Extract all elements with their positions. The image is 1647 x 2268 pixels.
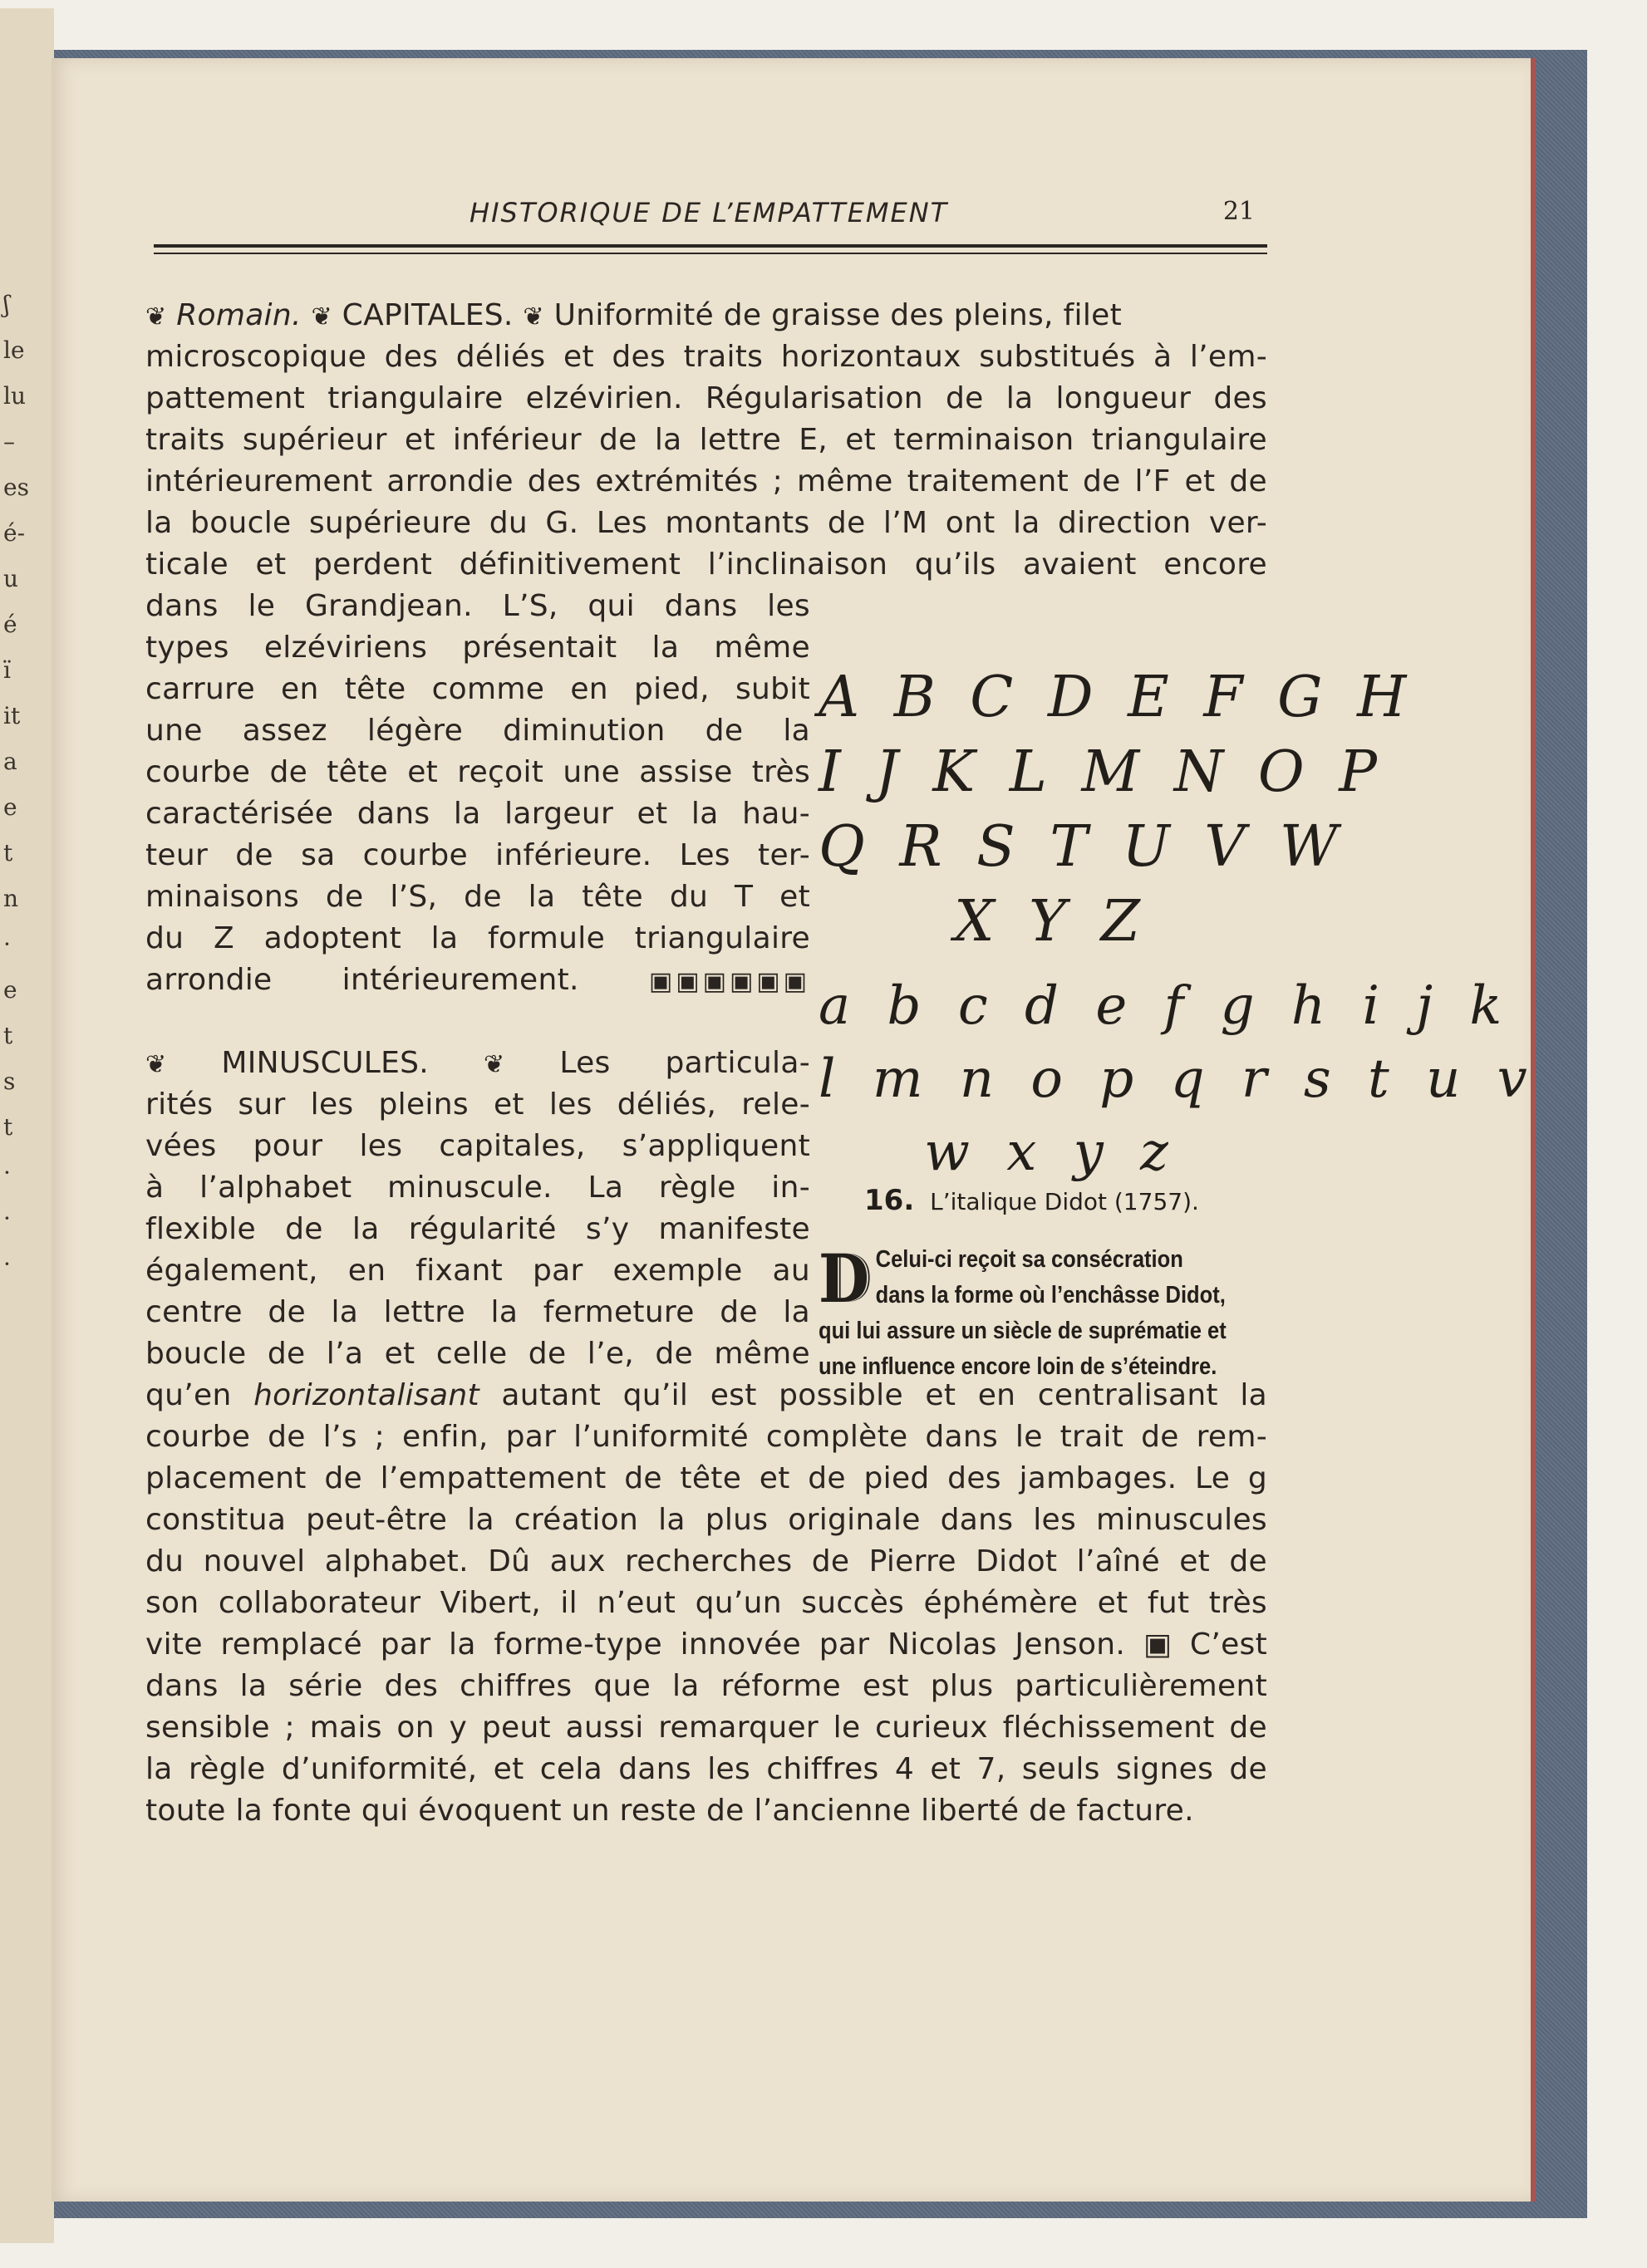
header-rule-thin [154,253,1267,254]
text-line [145,960,810,1001]
text-line-content: flexible de la régularité s’y manifeste [145,1212,810,1246]
text-line [145,461,1267,503]
note-line: Celui-ci reçoit sa consécration [875,1246,1183,1273]
text-line-content: également, en fixant par exemple au [145,1254,810,1288]
header-rule-thick [154,244,1267,248]
facing-page-fragment: t [3,839,13,866]
facing-page-fragment: – [3,428,15,455]
section-label-italic: Romain. [176,298,302,332]
facing-page-fragment: · [3,930,11,958]
text-line-content: dans le Grandjean. L’S, qui dans les [145,589,810,623]
figure-caption-text: L’italique Didot (1757). [930,1188,1199,1215]
specimen-capitals-row: Q R S T U V W [819,814,1346,880]
text-line-content: rités sur les pleins et les déliés, rele- [145,1087,810,1122]
specimen-capitals-row: I J K L M N O P [819,739,1386,805]
italic-specimen [819,660,1537,1189]
text-line [145,1583,1267,1624]
text-line-content: la boucle supérieure du G. Les montants de l’M ont la direction ver- [145,506,1267,540]
fleuron-icon: ❦ [145,302,167,331]
text-line [145,1250,810,1292]
note-line: qui lui assure un siècle de suprématie et [819,1318,1227,1344]
text-line [145,1333,810,1375]
text-line [145,420,1267,461]
page-number: 21 [1222,197,1255,226]
text-line [145,1167,810,1209]
text-line-content: une assez légère diminution de la [145,714,810,748]
text-line [145,1707,1267,1749]
text-line [145,503,1267,544]
text-line-content: sensible ; mais on y peut aussi remarquer le curieux fléchissement de [145,1711,1267,1745]
specimen-capitals-row: A B C D E F G H [819,665,1415,730]
facing-page-edge [0,8,54,2243]
text-line [145,1624,1267,1666]
facing-page-fragment: t [3,1022,13,1049]
text-line-content: toute la fonte qui évoquent un reste de l’ancienne liberté de facture. [145,1794,1194,1828]
facing-page-fragment: e [3,793,17,821]
text-line [145,835,810,876]
text-line [145,710,810,752]
text-line [145,1126,810,1167]
specimen-lowercase-row: l m n o p q r s t u v [819,1048,1537,1110]
text-line-content: du nouvel alphabet. Dû aux recherches de Pierre Didot l’aîné et de [145,1544,1267,1578]
text-line [145,378,1267,420]
figure-caption [864,1184,1280,1217]
text-line [145,669,810,710]
note-line: dans la forme où l’enchâsse Didot, [875,1282,1226,1308]
fleuron-icon: ❦ [483,1050,505,1079]
note-line: une influence encore loin de s’éteindre. [819,1353,1217,1380]
text-line-content: teur de sa courbe inférieure. Les ter- [145,838,810,872]
text-line-content: courbe de tête et reçoit une assise très [145,755,810,789]
text-line-content: microscopique des déliés et des traits horizontaux substitués à l’em- [145,340,1267,374]
facing-page-fragment: it [3,702,21,729]
text-line-content: la règle d’uniformité, et cela dans les chiffres 4 et 7, seuls signes de [145,1752,1267,1786]
text-line [145,1500,1267,1541]
text-fragment: qu’en [145,1378,232,1412]
italic-word: horizontalisant [253,1378,479,1412]
text-line-content: types elzéviriens présentait la même [145,631,810,665]
text-line-content: Uniformité de graisse des pleins, filet [553,298,1122,332]
text-line-content: traits supérieur et inférieur de la lettre E, et terminaison triangulaire [145,423,1267,457]
facing-page-fragment: ʃ [3,291,10,318]
text-line [145,918,810,960]
text-line-content: arrondie intérieurement. [145,963,579,997]
text-line-content: constitua peut-être la création la plus originale dans les minuscules [145,1503,1267,1537]
facing-page-fragment: s [3,1068,16,1095]
specimen-lowercase-row: a b c d e f g h i j k [819,975,1512,1037]
facing-page-fragment: es [3,474,29,501]
section-label-caps: MINUSCULES. [221,1046,430,1080]
text-line [145,1541,1267,1583]
facing-page-fragment: n [3,885,19,912]
text-line-content: Les particula- [559,1046,810,1080]
text-line [145,876,810,918]
facing-page-fragment: e [3,976,17,1004]
facing-page-fragment: ï [3,656,11,684]
text-line [145,1084,810,1126]
text-line [145,1666,1267,1707]
facing-page-fragment: lu [3,382,26,410]
text-line [145,1416,1267,1458]
text-line [145,295,1122,336]
text-line-content: boucle de l’a et celle de l’e, de même [145,1337,810,1371]
text-line [145,627,810,669]
facing-page-fragment: t [3,1113,13,1141]
text-line-content: ticale et perdent définitivement l’inclinaison qu’ils avaient encore [145,547,1267,582]
specimen-capitals-row: X Y Z [954,889,1148,955]
text-line-content: carrure en tête comme en pied, subit [145,672,810,706]
text-line-content: caractérisée dans la largeur et la hau- [145,797,810,831]
facing-page-fragment: · [3,1205,11,1232]
running-head: HISTORIQUE DE L’EMPATTEMENT [470,197,949,228]
text-line-content: centre de la lettre la fermeture de la [145,1295,810,1329]
text-line-content: courbe de l’s ; enfin, par l’uniformité complète dans le trait de rem- [145,1420,1267,1454]
fleuron-icon: ❦ [523,302,544,331]
facing-page-fragment: u [3,565,19,592]
text-line [145,336,1267,378]
text-line [145,544,1267,586]
facing-page-fragment: é [3,611,17,638]
facing-page-fragment: le [3,336,25,364]
text-line [145,1209,810,1250]
text-line-content: vées pour les capitales, s’appliquent [145,1129,810,1163]
text-line-content: du Z adoptent la formule triangulaire [145,921,810,955]
text-line-content: intérieurement arrondie des extrémités ; même traitement de l’F et de [145,464,1267,498]
figure-number: 16. [864,1184,915,1217]
text-line-content: dans la série des chiffres que la réforme est plus particulièrement [145,1669,1267,1703]
facing-page-fragment: a [3,748,17,775]
text-line-content: minaisons de l’S, de la tête du T et [145,880,810,914]
text-line [145,586,810,627]
text-line-content: placement de l’empattement de tête et de pied des jambages. Le g [145,1461,1267,1495]
text-line [145,752,810,793]
text-line [145,1292,810,1333]
fleuron-icon: ❦ [311,302,332,331]
text-line [145,1458,1267,1500]
ornament-icons: ▣▣▣▣▣▣ [648,967,810,996]
specimen-lowercase-row: w x y z [924,1122,1178,1183]
facing-page-fragment: · [3,1159,11,1186]
text-line-content: vite remplacé par la forme-type innovée par Nicolas Jenson. ▣ C’est [145,1627,1267,1662]
facing-page-fragment: · [3,1250,11,1278]
fleuron-icon: ❦ [145,1050,167,1079]
page-header [141,197,1263,238]
text-line [145,1790,1267,1832]
side-note [819,1240,1227,1385]
text-line-content: pattement triangulaire elzévirien. Régularisation de la longueur des [145,381,1267,415]
text-line [145,1043,810,1084]
section-label-caps: CAPITALES. [342,298,514,332]
text-line-content: son collaborateur Vibert, il n’eut qu’un succès éphémère et fut très [145,1586,1267,1620]
text-line [145,793,810,835]
text-line [145,1749,1267,1790]
text-fragment: autant qu’il est possible et en centralisant la [501,1378,1267,1412]
text-line-content: à l’alphabet minuscule. La règle in- [145,1171,810,1205]
drop-cap: D [819,1240,870,1318]
facing-page-fragment: é- [3,519,26,547]
